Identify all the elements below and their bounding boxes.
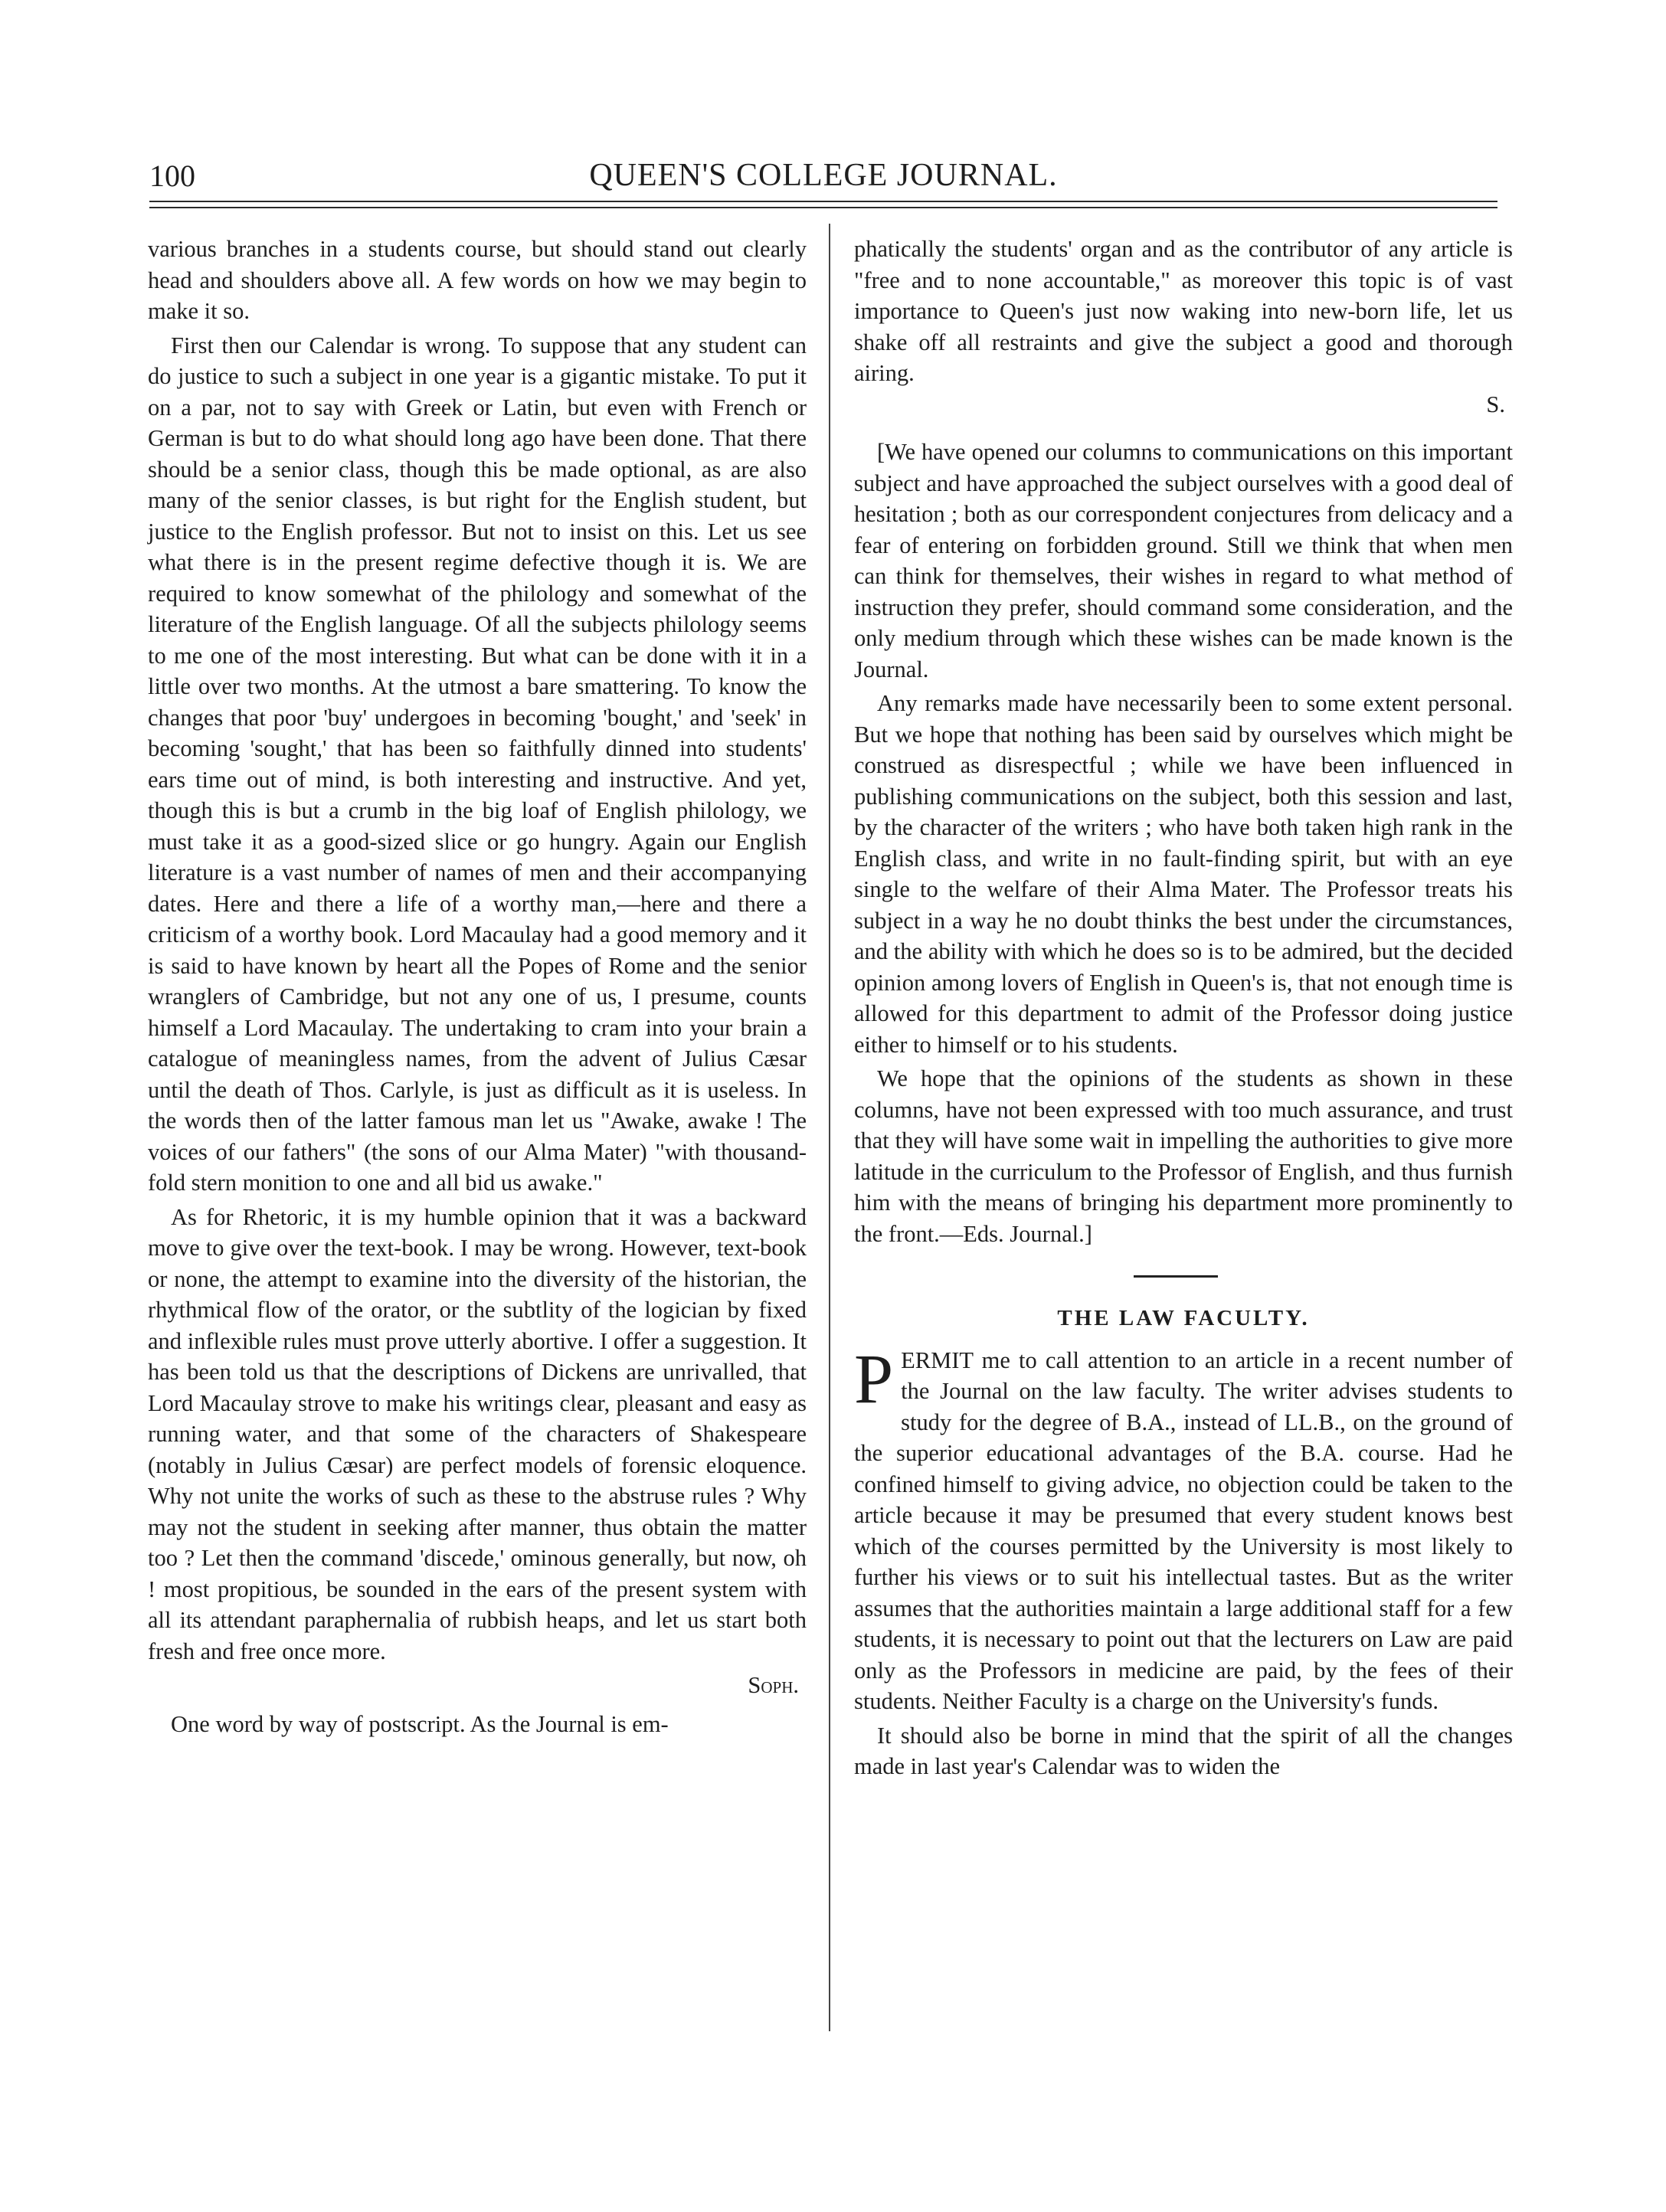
editor-note-paragraph-2: Any remarks made have necessarily been to some extent personal. But we hope that nothing has been said by ourselves which might be construed as disrespectful ; while we have been influenced in publishing communications on the subject, both this session and last, by the character of the writers ; who have both taken high rank in the English class, and write in no fault-finding spirit, but with an eye single to the welfare of their Alma Mater. The Professor treats his subject in a way he no doubt thinks the best under the circumstances, and the ability with which he does so is to be admired, but the decided opinion among lovers of English in Queen's is, that not enough time is allowed for this department to admit of the Professor doing justice either to himself or to his students. <box>854 690 1513 1058</box>
page-header <box>149 152 1497 198</box>
editor-note-paragraph-1: [We have opened our columns to communications on this important subject and have approached the subject ourselves with a good deal of hesitation ; both as our correspondent conjectures from delicacy and a fear of entering on forbidden ground. Still we think that when men can think for themselves, their wishes in regard to what method of instruction they prefer, should command some consideration, and the only medium through which these wishes can be made known is the Journal. <box>854 439 1513 682</box>
section-title: THE LAW FACULTY. <box>1057 1306 1310 1330</box>
left-paragraph-2: First then our Calendar is wrong. To suppose that any student can do justice to such a subject in one year is a gigantic mistake. To put it on a par, not to say with Greek or Latin, but even with French or German is but to do what should long ago have been done. That there should be a senior class, though this be made optional, as are also many of the senior classes, is but right for the English student, but justice to the English professor. But not to insist on this. Let us see what there is in the present regime defective though it is. We are required to know somewhat of the philology and somewhat of the literature of the English language. Of all the subjects philology seems to me one of the most interesting. But what can be done with it in a little over two months. At the utmost a bare smattering. To know the changes that poor 'buy' undergoes in becoming 'bought,' and 'seek' in becoming 'sought,' that has been so faithfully dinned into students' ears time out of mind, is both interesting and instructive. And yet, though this is but a crumb in the big loaf of English philology, we must take it as a good-sized slice or go hungry. Again our English literature is a vast number of names of men and their accompanying dates. Here and there a life of a worthy man,—here and there a criticism of a worthy book. Lord Macaulay had a good memory and it is said to have known by heart all the Popes of Rome and the senior wranglers of Cambridge, but not any one of us, I presume, counts himself a Lord Macaulay. The undertaking to cram into your brain a catalogue of meaningless names, from the advent of Julius Cæsar until the death of Thos. Carlyle, is just as difficult as it is useless. In the words then of the latter famous man let us "Awake, awake ! The voices of our fathers" (the sons of our Alma Mater) "with thousand-fold stern monition to one and all bid us awake." <box>148 332 807 1196</box>
signature-soph: Soph. <box>748 1672 799 1698</box>
section-rule <box>1134 1275 1218 1278</box>
running-title: QUEEN'S COLLEGE JOURNAL. <box>589 158 1058 193</box>
left-paragraph-3: As for Rhetoric, it is my humble opinion that it was a backward move to give over the text-book. I may be wrong. However, text-book or none, the attempt to examine into the diversity of the historian, the rhythmical flow of the orator, or the subtlity of the logician by fixed and inflexible rules must prove utterly abortive. I offer a suggestion. It has been told us that the descriptions of Dickens are unrivalled, that Lord Macaulay strove to make his writings clear, pleasant and easy as running water, and that some of the characters of Shakespeare (notably in Julius Cæsar) are perfect models of forensic eloquence. Why not unite the works of such as these to the abstruse rules ? Why may not the student in seeking after manner, thus obtain the matter too ? Let then the command 'discede,' ominous generally, but now, oh ! most propitious, be sounded in the ears of the present system with all its attendant paraphernalia of rubbish heaps, and let us start both fresh and free once more. <box>148 1203 807 1664</box>
left-paragraph-4: One word by way of postscript. As the Journal is em- <box>171 1710 669 1737</box>
page-number: 100 <box>149 159 195 193</box>
left-column <box>148 234 807 1739</box>
spacer <box>854 420 1513 437</box>
drop-cap: P <box>854 1339 894 1418</box>
right-column <box>854 234 1513 1782</box>
left-paragraph-1: various branches in a students course, but should stand out clearly head and shoulders above all. A few words on how we may begin to make it so. <box>148 236 807 324</box>
header-rule <box>149 201 1497 202</box>
editor-note-paragraph-3: We hope that the opinions of the students as shown in these columns, have not been expressed with too much assurance, and trust that they will have some wait in impelling the authorities to give more latitude in the curriculum to the Professor of English, and thus furnish him with the means of bringing his department more prominently to the front.—Eds. Journal.] <box>854 1065 1513 1247</box>
law-faculty-paragraph-2: It should also be borne in mind that the spirit of all the changes made in last year's Calendar was to widen the <box>854 1722 1513 1779</box>
section-separator <box>854 1249 1513 1303</box>
signature-s: S. <box>1486 391 1505 417</box>
law-faculty-paragraph-1 <box>854 1339 1513 1717</box>
column-divider <box>829 224 830 2031</box>
law-faculty-paragraph-1-text: ERMIT me to call attention to an article in a recent number of the Journal on the law faculty. The writer advises students to study for the degree of B.A., instead of LL.B., on the ground of the superior educational advantages of the B.A. course. Had he confined himself to giving advice, no objection could be taken to the article because it may be presumed that every student knows best which of the courses permitted by the University is most likely to further his views or to suit his intellectual tastes. But as the writer assumes that the authorities maintain a large additional staff for a few students, it is necessary to point out that the lecturers on Law are paid only as the Professors in medicine are paid, by the fees of their students. Neither Faculty is a charge on the University's funds. <box>854 1347 1513 1714</box>
header-rule-double <box>149 207 1497 208</box>
right-paragraph-1: phatically the students' organ and as the contributor of any article is "free and to none accountable," as moreover this topic is of vast importance to Queen's just now waking into new-born life, let us shake off all restraints and give the subject a good and thorough airing. <box>854 236 1513 386</box>
